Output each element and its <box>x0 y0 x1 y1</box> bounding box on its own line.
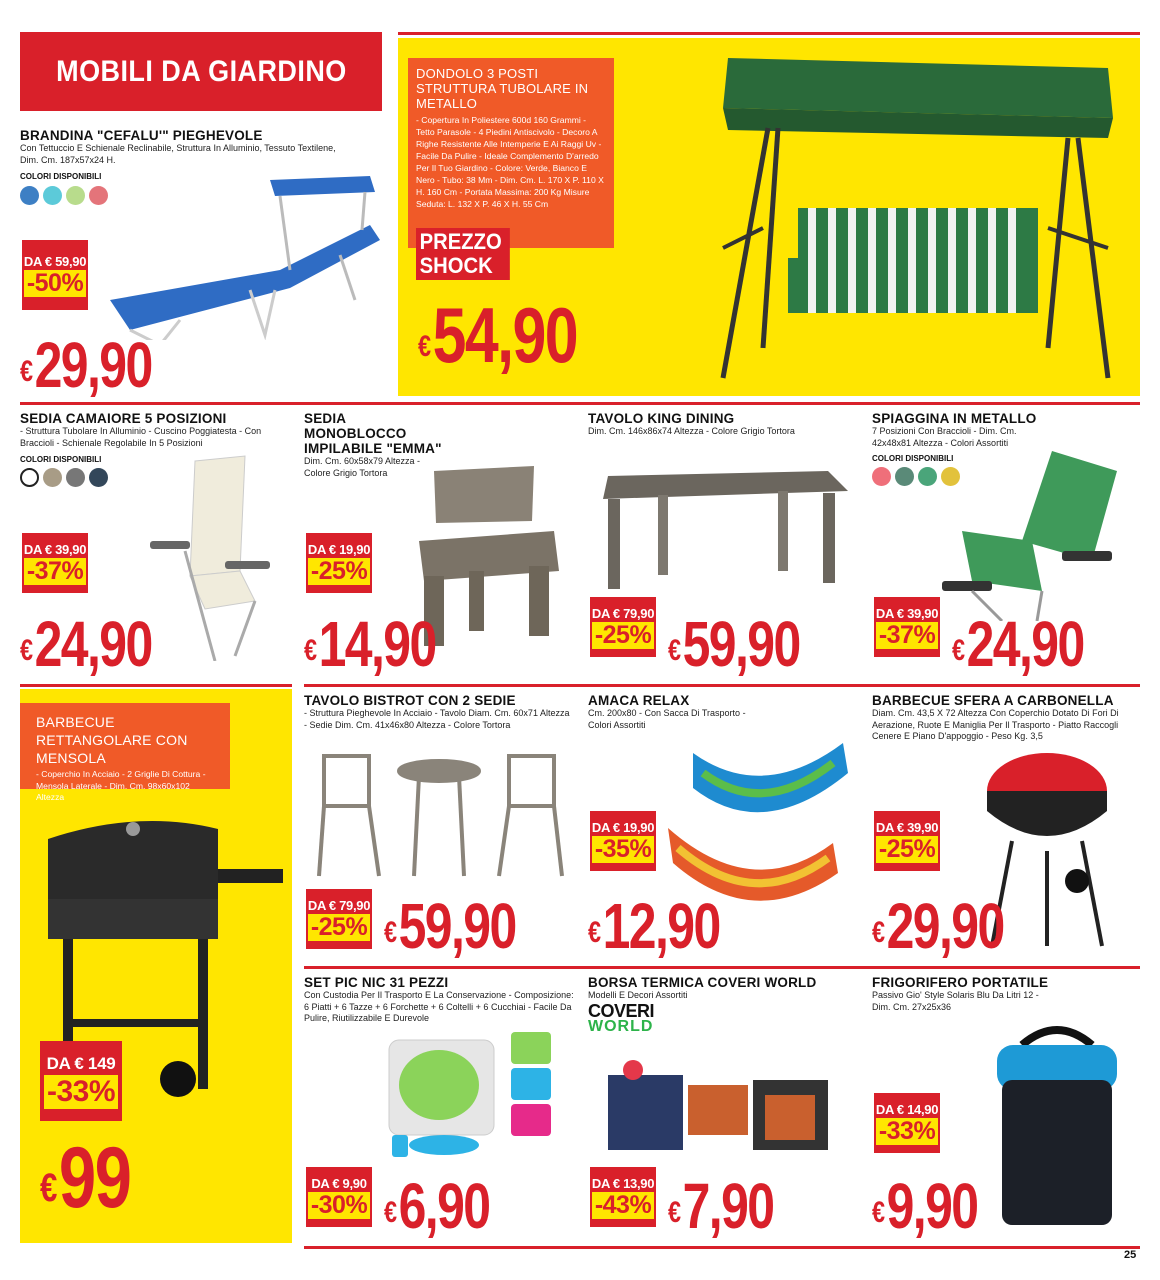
color-swatch <box>43 468 62 487</box>
swing-image <box>718 48 1118 388</box>
discount-percent: -33% <box>876 1118 938 1145</box>
product-title: BRANDINA "CEFALU'" PIEGHEVOLE <box>20 128 263 143</box>
bistrot-set-image <box>314 751 569 881</box>
price: €24,90 <box>952 608 1084 680</box>
hammock-image <box>663 733 858 903</box>
beach-chair-image <box>942 441 1137 621</box>
product-description: - Copertura In Poliestere 600d 160 Grammi - Tetto Parasole - 4 Piedini Antiscivolo - Decoro A Righe Resistente Alle Intemperie E Ai Raggi Uv - Facile Da Pulire - Ideale Complemento D'arredo Per Il Tuo Giardino - Colore: Verde, Bianco E Nero - Tubo: 38 Mm - Dim. Cm. L. 170 X P. 110 X H. 160 Cm - Portata Massima: 200 Kg Misure Seduta: L. 132 X P. 46 X H. 55 Cm <box>416 115 604 209</box>
old-price: DA € 14,90 <box>875 1101 939 1117</box>
product-barbecue-rettangolare[interactable] <box>20 689 292 1243</box>
product-dondolo[interactable] <box>398 38 1140 396</box>
product-amaca[interactable] <box>588 693 860 962</box>
price-value: 14,90 <box>318 608 436 680</box>
old-price: DA € 19,90 <box>307 541 371 557</box>
price-value: 29,90 <box>886 890 1004 962</box>
discount-percent: -25% <box>876 836 938 863</box>
old-price: DA € 79,90 <box>591 605 655 621</box>
product-title: SEDIA MONOBLOCCO IMPILABILE "EMMA" <box>304 411 442 456</box>
product-description: Dim. Cm. 146x86x74 Altezza - Colore Grigio Tortora <box>588 426 795 436</box>
colors-label: COLORI DISPONIBILI <box>20 455 102 464</box>
discount-badge <box>590 597 656 657</box>
color-swatch <box>89 468 108 487</box>
cooler-image <box>992 1015 1122 1230</box>
divider <box>304 684 1140 687</box>
price: €59,90 <box>384 890 516 962</box>
product-description: - Coperchio In Acciaio - 2 Griglie Di Cottura - Mensola Laterale - Dim. Cm. 98x60x102 Altezza <box>36 769 206 802</box>
discount-badge <box>306 889 372 949</box>
price: €7,90 <box>668 1170 774 1242</box>
divider <box>20 684 292 687</box>
product-title: TAVOLO KING DINING <box>588 411 735 426</box>
price-value: 9,90 <box>886 1170 978 1242</box>
discount-badge <box>40 1041 122 1121</box>
old-price: DA € 79,90 <box>307 897 371 913</box>
product-description: Passivo Gio' Style Solaris Blu Da Litri 12 - Dim. Cm. 27x25x36 <box>872 990 1039 1012</box>
price-value: 54,90 <box>432 291 578 379</box>
discount-percent: -37% <box>24 558 86 585</box>
divider <box>20 402 1140 405</box>
product-title: AMACA RELAX <box>588 693 690 708</box>
product-tavolo-king[interactable] <box>588 411 860 680</box>
product-title: SEDIA CAMAIORE 5 POSIZIONI <box>20 411 227 426</box>
discount-badge <box>874 811 940 871</box>
discount-badge <box>22 533 88 593</box>
discount-badge <box>874 1093 940 1153</box>
discount-percent: -25% <box>592 622 654 649</box>
price: €29,90 <box>20 329 152 401</box>
price-value: 59,90 <box>398 890 516 962</box>
price: €24,90 <box>20 608 152 680</box>
info-box <box>408 58 614 248</box>
divider <box>304 966 1140 969</box>
sunbed-image <box>100 170 380 340</box>
prezzo-shock-tag: PREZZO SHOCK <box>416 228 510 280</box>
price: €99 <box>40 1130 131 1226</box>
color-swatch <box>20 186 39 205</box>
price-value: 29,90 <box>34 329 152 401</box>
old-price: DA € 39,90 <box>23 541 87 557</box>
product-title: BARBECUE RETTANGOLARE CON MENSOLA <box>36 714 188 766</box>
product-description: - Struttura Pieghevole In Acciaio - Tavolo Diam. Cm. 60x71 Altezza - Sedie Dim. Cm. 41x46x80 Altezza - Colore Tortora <box>304 708 570 730</box>
price-value: 24,90 <box>34 608 152 680</box>
product-description: 7 Posizioni Con Braccioli - Dim. Cm. 42x48x81 Altezza - Colori Assortiti <box>872 426 1017 448</box>
product-barbecue-sfera[interactable] <box>872 693 1140 962</box>
chair-image <box>145 451 285 661</box>
discount-percent: -33% <box>44 1075 118 1109</box>
product-description: Dim. Cm. 60x58x79 Altezza - Colore Grigio Tortora <box>304 456 421 478</box>
product-set-picnic[interactable] <box>304 975 576 1242</box>
product-description: Diam. Cm. 43,5 X 72 Altezza Con Coperchio Dotato Di Fori Di Aerazione, Ruote E Maniglia Per Il Trasporto - Piatto Raccogli Cenere E Piano D'appoggio - Peso Kg. 3,5 <box>872 708 1119 741</box>
price: €54,90 <box>418 291 578 379</box>
discount-percent: -35% <box>592 836 654 863</box>
old-price: DA € 19,90 <box>591 819 655 835</box>
product-title: DONDOLO 3 POSTI STRUTTURA TUBOLARE IN METALLO <box>416 66 589 111</box>
thermal-bags-image <box>603 1055 843 1155</box>
chair-image <box>414 461 564 651</box>
product-description: Cm. 200x80 - Con Sacca Di Trasporto - Colori Assortiti <box>588 708 746 730</box>
page-number: 25 <box>1124 1249 1137 1261</box>
discount-badge <box>590 811 656 871</box>
table-image <box>598 461 848 591</box>
coveri-world-logo: COVERI WORLD <box>588 1001 655 1035</box>
product-title: SPIAGGINA IN METALLO <box>872 411 1037 426</box>
discount-percent: -43% <box>592 1192 654 1219</box>
color-swatch <box>66 186 85 205</box>
color-swatch <box>895 467 914 486</box>
product-sedia-emma[interactable] <box>304 411 576 680</box>
section-title-banner <box>20 32 382 111</box>
product-brandina[interactable] <box>20 128 382 401</box>
price: €6,90 <box>384 1170 490 1242</box>
discount-percent: -30% <box>308 1192 370 1219</box>
old-price: DA € 9,90 <box>311 1175 367 1191</box>
price-value: 99 <box>58 1130 131 1226</box>
price-value: 12,90 <box>602 890 720 962</box>
discount-badge <box>306 533 372 593</box>
discount-badge <box>874 597 940 657</box>
divider <box>398 32 1140 35</box>
price-value: 24,90 <box>966 608 1084 680</box>
old-price: DA € 59,90 <box>23 253 87 269</box>
price-value: 59,90 <box>682 608 800 680</box>
product-title: SET PIC NIC 31 PEZZI <box>304 975 449 990</box>
product-description: - Struttura Tubolare In Alluminio - Cuscino Poggiatesta - Con Braccioli - Schienale Regolabile In 5 Posizioni <box>20 426 262 448</box>
discount-badge <box>22 240 88 310</box>
old-price: DA € 39,90 <box>875 605 939 621</box>
price: €12,90 <box>588 890 720 962</box>
price-value: 6,90 <box>398 1170 490 1242</box>
discount-badge <box>306 1167 372 1227</box>
product-description: Con Tettuccio E Schienale Reclinabile, Struttura In Alluminio, Tessuto Textilene, Dim. Cm. 187x57x24 H. <box>20 143 336 165</box>
price: €29,90 <box>872 890 1004 962</box>
product-title: BARBECUE SFERA A CARBONELLA <box>872 693 1114 708</box>
discount-percent: -50% <box>24 270 86 297</box>
section-title: MOBILI DA GIARDINO <box>55 54 347 88</box>
product-frigorifero[interactable] <box>872 975 1140 1242</box>
product-title: FRIGORIFERO PORTATILE <box>872 975 1049 990</box>
discount-percent: -25% <box>308 558 370 585</box>
color-swatch <box>20 468 39 487</box>
product-spiaggina[interactable] <box>872 411 1140 680</box>
color-swatch <box>66 468 85 487</box>
discount-percent: -25% <box>308 914 370 941</box>
color-swatch <box>872 467 891 486</box>
price: €9,90 <box>872 1170 978 1242</box>
product-sedia-camaiore[interactable] <box>20 411 292 680</box>
colors-label: COLORI DISPONIBILI <box>20 172 102 181</box>
discount-badge <box>590 1167 656 1227</box>
price-value: 7,90 <box>682 1170 774 1242</box>
product-title: BORSA TERMICA COVERI WORLD <box>588 975 817 990</box>
old-price: DA € 39,90 <box>875 819 939 835</box>
price: €14,90 <box>304 608 436 680</box>
product-borsa-termica[interactable] <box>588 975 860 1242</box>
old-price: DA € 13,90 <box>591 1175 655 1191</box>
product-description: Modelli E Decori Assortiti <box>588 990 688 1000</box>
product-title: TAVOLO BISTROT CON 2 SEDIE <box>304 693 516 708</box>
color-swatch <box>918 467 937 486</box>
info-box <box>20 703 230 802</box>
discount-percent: -37% <box>876 622 938 649</box>
divider <box>304 1246 1140 1249</box>
product-description: Con Custodia Per Il Trasporto E La Conservazione - Composizione: 6 Piatti + 6 Tazze + 6 Forchette + 6 Coltelli + 6 Cucchiai - Facile Da Pulire, Riutilizzabile E Durevole <box>304 990 574 1023</box>
price: €59,90 <box>668 608 800 680</box>
color-swatch <box>43 186 62 205</box>
old-price: DA € 149 <box>46 1054 116 1073</box>
colors-label: COLORI DISPONIBILI <box>872 454 954 463</box>
picnic-set-image <box>384 1030 574 1160</box>
product-tavolo-bistrot[interactable] <box>304 693 576 962</box>
